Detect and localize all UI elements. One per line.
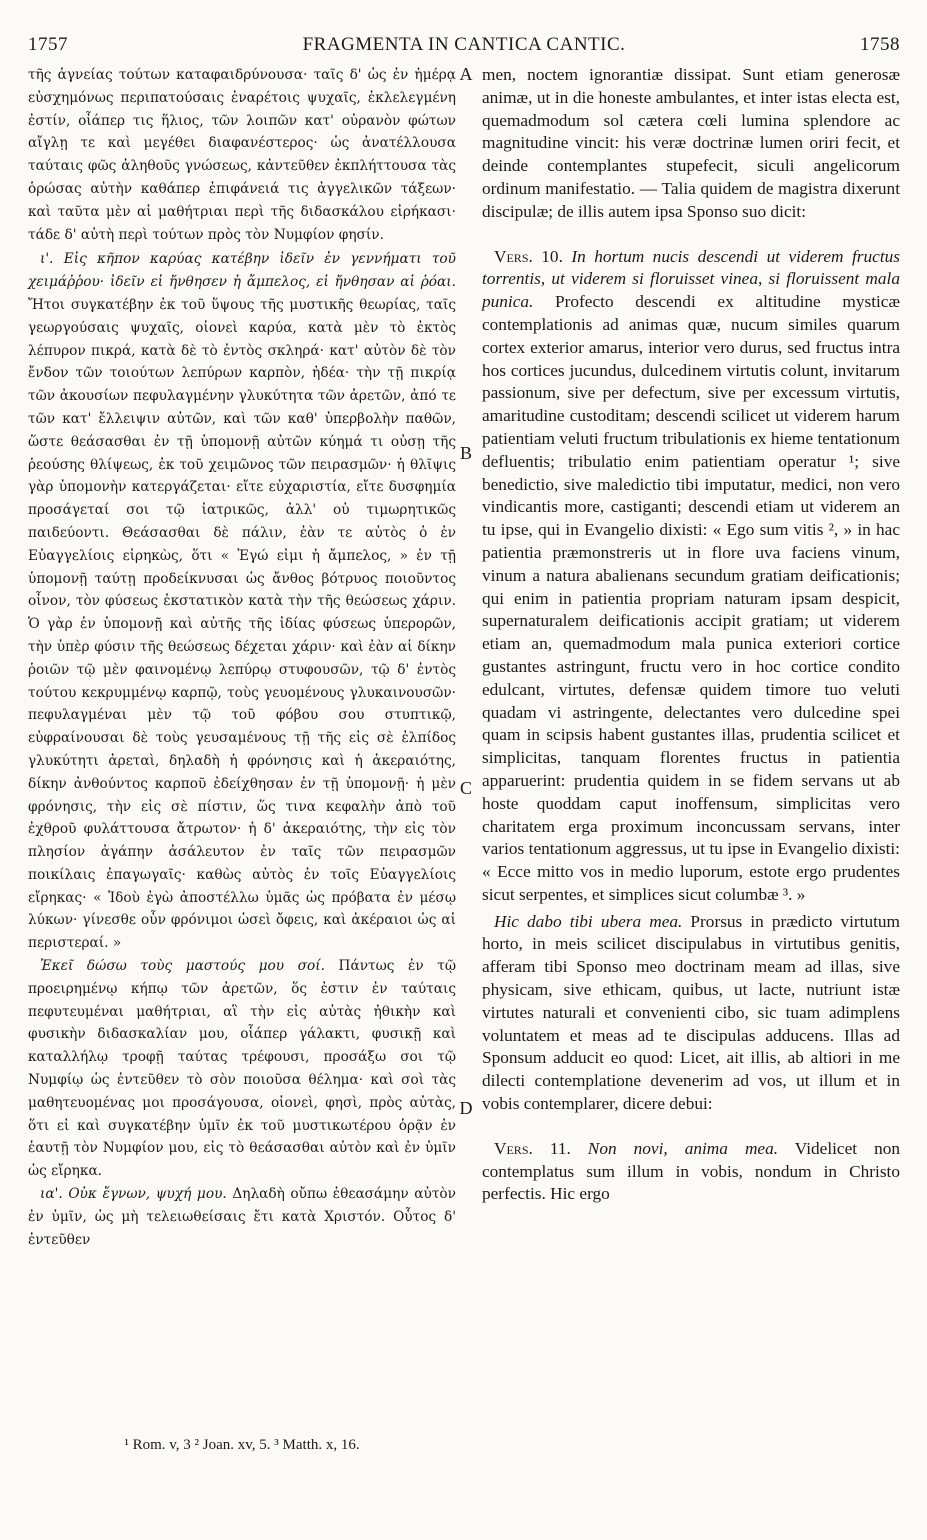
latin-lemma-ubera: Hic dabo tibi ubera mea. — [494, 911, 683, 931]
margin-marker-c: C — [459, 778, 472, 798]
greek-commentary-ubera: Πάντως ἐν τῷ προειρημένῳ κήπῳ τῶν ἀρετῶν, ὅς ἐστιν ἐν ταύταις πεφυτευμέναι μαθήτριαι, αἳ τὴν εἰς αὐτὰς ἠθικὴν καὶ φυσικὴν διδασκαλίαν μου, οἷάπερ γάλακτι, φυσικῇ καὶ καταλλήλῳ τροφῇ ταύτας τρέφουσι, προσάξω σοι τῷ Νυμφίῳ ὡς ἐντεῦθεν τὸ σὸν ποιοῦσα θέλημα· καὶ σοὶ τὰς μαθητευομένας μοι προσάγουσα, οἱονεὶ, φησὶ, πρὸς αὐτὰς, ὅτι εἰ καὶ συγκατέβην ὑμῖν ἐκ τοῦ μυστικωτέρου ὁρᾷν ἐν ἑαυτῇ τὸν Νυμφίον μου, εἰς τὸ θεάσασθαι αὐτὸν καὶ ἐν ὑμῖν ὡς εἴρηκα. — [28, 958, 456, 1180]
greek-verse-10-lemma: ι'. Εἰς κῆπον καρύας κατέβην ἰδεῖν ἐν γεννήματι τοῦ χειμάῤῥου· ἰδεῖν εἰ ἤνθησεν ἡ ἄμπελος, εἰ ἤνθησαν αἱ ῥόαι. — [28, 251, 456, 291]
greek-verse-11-commentary: Δηλαδὴ οὔπω ἐθεασάμην αὐτὸν ἐν ὑμῖν, ὡς μὴ τελειωθείσαις ἔτι κατὰ Χριστόν. Οὗτος δ' ἐντεῦθεν — [28, 1186, 456, 1248]
latin-verse-10-number: Vers. 10. — [494, 246, 563, 266]
greek-paragraph-1: τῆς ἁγνείας τούτων καταφαιδρύνουσα· ταῖς δ' ὡς ἐν ἡμέρᾳ εὐσχημόνως περιπατούσαις ἐναρέτοις ψυχαῖς, ἐκλελεγμένη ἐστίν, οἷάπερ τις ἥλιος, τῶν λοιπῶν κατ' οὐρανὸν φώτων αἴγλῃ τε καὶ μεγέθει διαφανέστερος· ὡς ἀνατέλλουσα ταύταις φῶς ἀληθοῦς γνώσεως, κἀντεῦθεν ἐκπλήττουσα τὰς ὁρώσας αὐτὴν καθάπερ ἐπιφάνειά τις ἀγγελικῶν τάξεων· καὶ ταῦτα μὲν αἱ μαθήτριαι περὶ τῆς διδασκάλου εἰρήκασι· τάδε δ' αὐτὴ περὶ τούτων πρὸς τὸν Νυμφίον φησίν. — [28, 67, 456, 243]
latin-commentary-ubera: Prorsus in prædicto virtutum horto, in meis scilicet discipulabus in virtutibus genitis, afferam tibi Sponso meo doctrinam meam ad illas, sive physicam, sive ethicam, quibus, ut lacte, nutriunt istæ virtutes naturali et convenienti cibo, sic tuam adimplens voluntatem et meas ad te discipulas adducens. Illas ad Sponsum adducit eo quod: Licet, ait illis, ab altiori in me dilecti contemplatione devenerim ad vos, ut illum et in vobis contemplarer, dicere debui: — [482, 911, 900, 1114]
latin-verse-10-lemma: In hortum nucis descendi ut viderem fructus torrentis, ut viderem si floruisset vinea, si floruissent mala punica. — [482, 246, 901, 312]
running-title: FRAGMENTA IN CANTICA CANTIC. — [302, 34, 626, 55]
greek-column — [28, 64, 456, 1251]
latin-verse-11-number: Vers. 11. — [494, 1138, 571, 1158]
greek-paragraph-2 — [28, 248, 456, 955]
margin-marker-a: A — [459, 64, 473, 84]
latin-paragraph-3 — [482, 911, 900, 1116]
latin-paragraph-1: men, noctem ignorantiæ dissipat. Sunt etiam generosæ animæ, ut in die honeste ambulantes, et inter istas electa est, quemadmodum sol cætera cœli lumina splendore ac magnitudine vincit: his veræ doctrinæ lumen oriri fecit, et deinde contemplantes stupefecit, siculi angelicorum ordinum manifestatio. — Talia quidem de magistra dixerunt discipulæ; de illis autem ipsa Sponso suo dicit: — [482, 65, 900, 221]
latin-column — [482, 64, 900, 1206]
latin-verse-11-commentary: Videlicet non contemplatus sum illum in vobis, nondum in Christo perfectis. Hic ergo — [482, 1138, 900, 1204]
greek-verse-10-commentary: Ἤτοι συγκατέβην ἐκ τοῦ ὕψους τῆς μυστικῆς θεωρίας, ταῖς γεωργούσαις ψυχαῖς, οἱονεὶ καρύα, κατὰ μὲν τὸ ἐκτὸς λέπυρον πικρά, κατὰ δὲ τὸ ἐντὸς σκληρά· κατ' αὐτὸν δὲ τὸν ἔνδον τῶν τοιούτων λεπύρων καρπὸν, ἠδέα· τὴν τῇ πικρίᾳ τῶν ἀκουσίων πεφυλαγμένην γλυκύτητα τῶν ἀρετῶν, ἀπό τε τῶν κατ' ἔλλειψιν αὐτῶν, καὶ τῶν καθ' ὑπερβολὴν παθῶν, ὥστε θεάσασθαι ἐν τῇ ὑπομονῇ αὐτῶν κύημά τι οὐσῃ τῆς ῥεούσης θλίψεως, ἐκ τοῦ χειμῶνος τῶν πειρασμῶν· ἡ θλῖψις γὰρ ὑπομονὴν κατεργάζεται· εἴτε εὐχαριστία, εἴτε δυσφημία προσάγεταί σοι τῷ ἰατρικῶς, ἀλλ' οὐ τιμωρητικῶς παιδεύοντι. Θεάσασθαι δὲ πάλιν, ἐὰν τε αὐτὸς ὁ ἐν Εὐαγγελίοις εἰρηκὼς, ὅτι « Ἐγώ εἰμι ἡ ἄμπελος, » ἐν τῇ ὑπομονῇ ταύτῃ προδείκνυσαι ὡς ἄνθος βότρυος ποιοῦντος οἶνον, τὸν φύσεως ἐκστατικὸν κατὰ τὴν τῆς θεώσεως χάριν. Ὁ γὰρ ἐν ὑπομονῇ καὶ αὐτῆς τῆς ἰδίας φύσεως ὑπερορῶν, τὴν ὑπὲρ φύσιν τῆς θεώσεως δέχεται χάριν· καὶ ἐὰν αἱ δίκην ῥοιῶν τῷ μὲν φαινομένῳ λεπύρῳ στυφουσῶν, τῷ δ' ἐντὸς τούτου κεκρυμμένῳ καρπῷ, τοὺς γευομένους γλυκαινουσῶν· πεφυλαγμέναι μὲν τῷ τοῦ φόβου σου στυπτικῷ, εὐφραίνουσαι δὲ τοὺς γευσαμένους τῇ τῆς εἰς σὲ ἐλπίδος γλυκύτητι ἀρεταὶ, δηλαδὴ ἡ φρόνησις καὶ ἡ ἀκεραιότης, δίκην ἀνθούντος καρποῦ ἐδείχθησαν ἐν τῇ ὑπομονῇ· ἡ μὲν φρόνησις, τὴν εἰς σὲ πίστιν, ὥς τινα κεφαλὴν ἀπὸ τοῦ ἐχθροῦ φυλάττουσα ἄτρωτον· ἡ δ' ἀκεραιότης, τὴν εἰς τὸν πλησίον ἀγάπην ἀσάλευτον ἐν ταῖς τῶν πειρασμῶν ποικίλαις ἐπαγωγαῖς· καθὼς αὐτὸς ἐν τοῖς Εὐαγγελίοις εἴρηκας· « Ἰδοὺ ἐγὼ ἀποστέλλω ὑμᾶς ὡς πρόβατα ἐν μέσῳ λύκων· γίνεσθε οὖν φρόνιμοι ὡσεὶ ὄφεις, καὶ ἀκέραιοι ὡς αἱ περιστεραί. » — [28, 296, 456, 952]
footnotes: ¹ Rom. v, 3 ² Joan. xv, 5. ³ Matth. x, 16. — [124, 1437, 360, 1453]
latin-paragraph-2 — [482, 246, 900, 907]
greek-verse-11-lemma: ια'. Οὐκ ἔγνων, ψυχή μου. — [40, 1186, 227, 1203]
margin-marker-d: D — [459, 1098, 473, 1118]
greek-paragraph-3 — [28, 955, 456, 1183]
margin-marker-b: B — [459, 443, 472, 463]
latin-verse-10-commentary: Profecto descendi ex altitudine mysticæ contemplationis ad animas quæ, nucum similes quarum cortex exterior amarus, interior vero durus, sed fructus intra hos cortices jucundus, dulcedinem virtutis colunt, invitarum passionum, sive per defectum, sive per excessum virtutis, amaritudine custoditam; descendi scilicet ut viderem harum patientiam veluti fructum tribulationis ex hieme tentationum defluentis; tribulatio enim patientiam operatur ¹; sive benedictio, sive maledictio tibi imputatur, medici, non vero vindicantis more, castiganti; descendi etiam ut viderem an tu ipse, qui in Evangelio dixisti: « Ego sum vitis ², » in hac patientia præmonstreris ut in flore uva faciens vinum, vinum a natura abalienans secundum gratiam deificationis; qui enim in patientia propriam naturam ipsam despicit, supernaturalem deificationis accipit gratiam; ut viderem etiam an, quemadmodum mala punica exteriori cortice gustantes astringunt, fructu vero in hoc cortice condito edulcant, virtutes, defensæ quidem timore tuo veluti quadam vi astringente, delectantes vero dulcedine spei quam in scipsis habent gustantes illas, prudentia scilicet et simplicitas, tanquam florentes fructus in patientia apparuerint: prudentia quidem in se fidem servans ut ab hoste quoddam caput inoffensum, simplicitas vero charitatem erga proximum inconcussam servans, inter varios tentationum aggressus, ut tu ipse in Evangelio dixisti: « Ecce mitto vos in medio luporum, estote ergo prudentes sicut serpentes, et simplices sicut columbæ ³. » — [482, 292, 900, 904]
right-page-number: 1758 — [860, 34, 900, 55]
latin-verse-11-lemma: Non novi, anima mea. — [570, 1138, 779, 1158]
left-page-number: 1757 — [28, 34, 68, 55]
latin-paragraph-4 — [482, 1138, 900, 1206]
greek-lemma-ubera: Ἐκεῖ δώσω τοὺς μαστούς μου σοί. — [40, 958, 325, 975]
greek-paragraph-4 — [28, 1183, 456, 1251]
page-header — [28, 34, 900, 64]
